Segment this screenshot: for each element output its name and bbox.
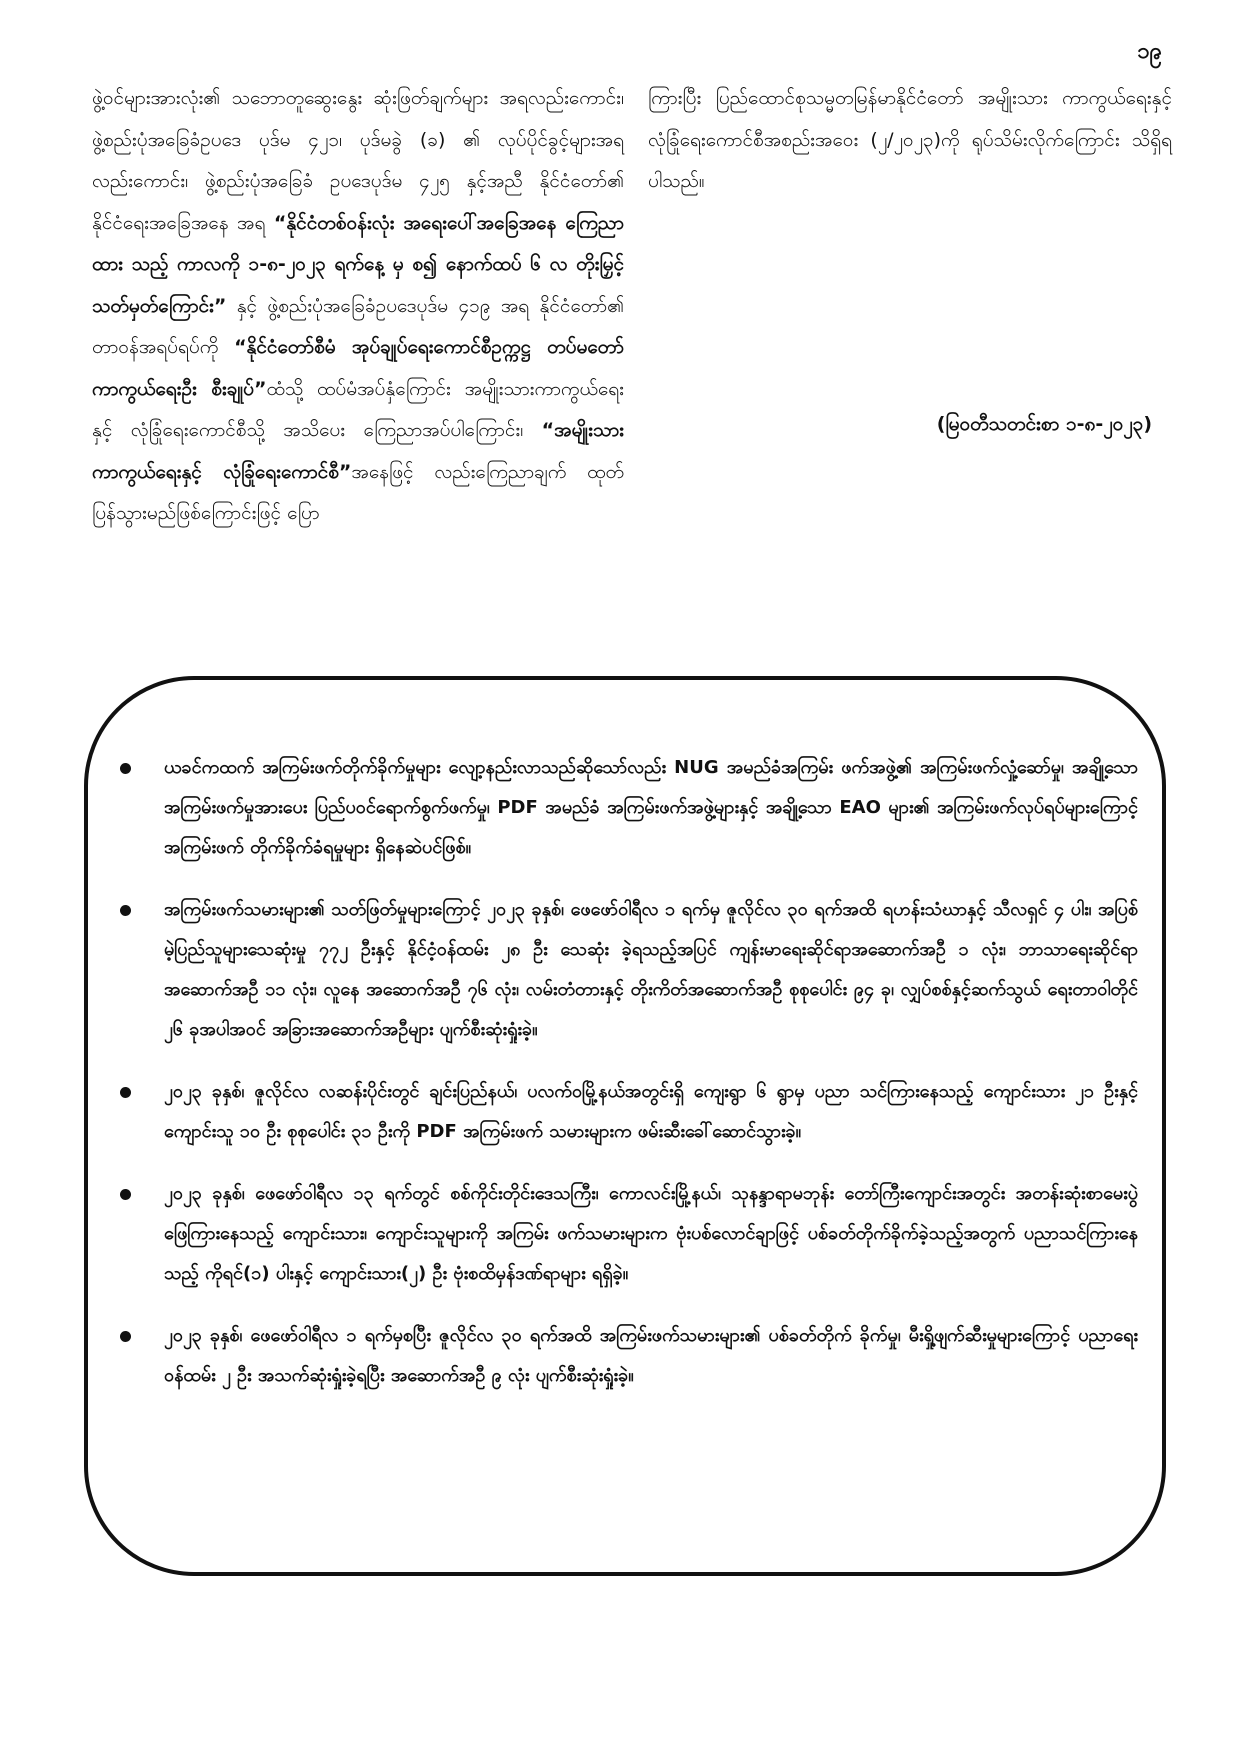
source-citation: (မြဝတီသတင်းစာ ၁-၈-၂၀၂၃) xyxy=(936,413,1152,435)
right-column xyxy=(648,78,1172,203)
body-paragraph xyxy=(92,78,624,535)
list-item xyxy=(120,1316,1138,1396)
list-item xyxy=(120,1174,1138,1294)
bullet-icon xyxy=(120,763,131,774)
bullet-icon xyxy=(120,1087,131,1098)
list-item-text: အကြမ်းဖက်သမားများ၏ သတ်ဖြတ်မှုများကြောင့် ၂၀၂၃ ခုနှစ်၊ ဖေဖော်ဝါရီလ ၁ ရက်မှ ဇူလိုင်လ ၃၀ ရက်အထိ ရဟန်းသံဃာနှင့် သီလရှင် ၄ ပါး၊ အပြစ်မဲ့ပြည်သူများသေဆုံးမှု ၇၇၂ ဦးနှင့် နိုင်ငံ့ဝန်ထမ်း ၂၈ ဦး သေဆုံး ခဲ့ရသည့်အပြင် ကျန်းမာရေးဆိုင်ရာအဆောက်အဦ ၁ လုံး၊ ဘာသာရေးဆိုင်ရာအဆောက်အဦ ၁၁ လုံး၊ လူနေ အဆောက်အဦ ၇၆ လုံး၊ လမ်းတံတားနှင့် တိုးကိတ်အဆောက်အဦ စုစုပေါင်း ၉၄ ခု၊ လျှပ်စစ်နှင့်ဆက်သွယ် ရေးတာဝါတိုင် ၂၆ ခုအပါအဝင် အခြားအဆောက်အဦများ ပျက်စီးဆုံးရှုံးခဲ့။ xyxy=(164,899,1138,1040)
paragraph-text: နှင့် ဖွဲ့စည်းပုံအခြေခံဥပဒေပုဒ်မ ၄၁၉ အရ နိုင်ငံတော်၏ တာဝန်အရပ်ရပ်ကို xyxy=(92,294,624,358)
left-column xyxy=(92,78,624,535)
bullet-icon xyxy=(120,1189,131,1200)
list-item-text: ၂၀၂၃ ခုနှစ်၊ ဖေဖော်ဝါရီလ ၁၃ ရက်တွင် စစ်ကိုင်းတိုင်းဒေသကြီး၊ ကောလင်းမြို့နယ်၊ သုနန္ဒာရာမဘုန်း တော်ကြီးကျောင်းအတွင်း အတန်းဆုံးစာမေးပွဲ ဖြေကြားနေသည့် ကျောင်းသား၊ ကျောင်းသူများကို အကြမ်း ဖက်သမားများက ဗုံးပစ်လောင်ချာဖြင့် ပစ်ခတ်တိုက်ခိုက်ခဲ့သည့်အတွက် ပညာသင်ကြားနေသည့် ကိုရင်(၁) ပါးနှင့် ကျောင်းသား(၂) ဦး ဗုံးစထိမှန်ဒဏ်ရာများ ရရှိခဲ့။ xyxy=(164,1183,1138,1284)
list-item xyxy=(120,1072,1138,1152)
bullet-icon xyxy=(120,905,131,916)
list-item-text: ၂၀၂၃ ခုနှစ်၊ ဇူလိုင်လ လဆန်းပိုင်းတွင် ချင်းပြည်နယ်၊ ပလက်ဝမြို့နယ်အတွင်းရှိ ကျေးရွာ ၆ ရွာမှ ပညာ သင်ကြားနေသည့် ကျောင်းသား ၂၁ ဦးနှင့် ကျောင်းသူ ၁၀ ဦး စုစုပေါင်း ၃၁ ဦးကို PDF အကြမ်းဖက် သမားများက ဖမ်းဆီးခေါ်ဆောင်သွားခဲ့။ xyxy=(164,1081,1138,1142)
body-paragraph: ကြားပြီး ပြည်ထောင်စုသမ္မတမြန်မာနိုင်ငံတော် အမျိုးသား ကာကွယ်ရေးနှင့်လုံခြုံရေးကောင်စီအစည်းအဝေး (၂/၂၀၂၃)ကို ရုပ်သိမ်းလိုက်ကြောင်း သိရှိရပါသည်။ xyxy=(648,87,1172,192)
paragraph-text: ထံသို့ ထပ်မံအပ်နှံကြောင်း အမျိုးသားကာကွယ်ရေး နှင့် လုံခြုံရေးကောင်စီသို့ အသိပေး ကြေညာအပ်ပါကြောင်း၊ xyxy=(92,377,624,441)
paragraph-text: ဖွဲ့ဝင်များအားလုံး၏ သဘောတူဆွေးနွေး ဆုံးဖြတ်ချက်များ အရလည်းကောင်း၊ ဖွဲ့စည်းပုံအခြေခံဥပဒေ ပုဒ်မ ၄၂၁၊ ပုဒ်မခွဲ (ခ) ၏ လုပ်ပိုင်ခွင့်များအရ လည်းကောင်း၊ ဖွဲ့စည်းပုံအခြေခံ ဥပဒေပုဒ်မ ၄၂၅ နှင့်အညီ နိုင်ငံတော်၏ နိုင်ငံရေးအခြေအနေ အရ xyxy=(92,87,624,234)
list-item-text: ၂၀၂၃ ခုနှစ်၊ ဖေဖော်ဝါရီလ ၁ ရက်မှစပြီး ဇူလိုင်လ ၃၀ ရက်အထိ အကြမ်းဖက်သမားများ၏ ပစ်ခတ်တိုက် ခိုက်မှု၊ မီးရှို့ဖျက်ဆီးမှုများကြောင့် ပညာရေးဝန်ထမ်း ၂ ဦး အသက်ဆုံးရှုံးခဲ့ရပြီး အဆောက်အဦ ၉ လုံး ပျက်စီးဆုံးရှုံးခဲ့။ xyxy=(164,1325,1138,1386)
list-item-text: ယခင်ကထက် အကြမ်းဖက်တိုက်ခိုက်မှုများ လျော့နည်းလာသည်ဆိုသော်လည်း NUG အမည်ခံအကြမ်း ဖက်အဖွဲ့၏ အကြမ်းဖက်လှုံ့ဆော်မှု၊ အချို့သောအကြမ်းဖက်မှုအားပေး ပြည်ပဝင်ရောက်စွက်ဖက်မှု၊ PDF အမည်ခံ အကြမ်းဖက်အဖွဲ့များနှင့် အချို့သော EAO များ၏ အကြမ်းဖက်လုပ်ရပ်များကြောင့် အကြမ်းဖက် တိုက်ခိုက်ခံရမှုများ ရှိနေဆဲပင်ဖြစ်။ xyxy=(164,757,1138,858)
paragraph-text: အနေဖြင့် လည်းကြေညာချက် ထုတ်ပြန်သွားမည်ဖြစ်ကြောင်းဖြင့် ပြော xyxy=(92,460,624,524)
list-item xyxy=(120,890,1138,1050)
list-item xyxy=(120,748,1138,868)
bold-quote: “နိုင်ငံတော်စီမံ အုပ်ချုပ်ရေးကောင်စီဥက္ကဋ္ဌ တပ်မတော်ကာကွယ်ရေးဦး စီးချုပ်” xyxy=(92,336,624,400)
page-number: ၁၉ xyxy=(1137,39,1162,64)
bullet-list xyxy=(120,748,1138,1418)
bold-quote: “နိုင်ငံတစ်ဝန်းလုံး အရေးပေါ်အခြေအနေ ကြေညာထား သည့် ကာလကို ၁-၈-၂၀၂၃ ရက်နေ့ မှ စ၍ နောက်ထပ် ၆ လ တိုးမြှင့် သတ်မှတ်ကြောင်း” xyxy=(92,211,624,317)
bullet-icon xyxy=(120,1331,131,1342)
bold-quote: “အမျိုးသားကာကွယ်ရေးနှင့် လုံခြုံရေးကောင်စီ” xyxy=(92,419,624,483)
